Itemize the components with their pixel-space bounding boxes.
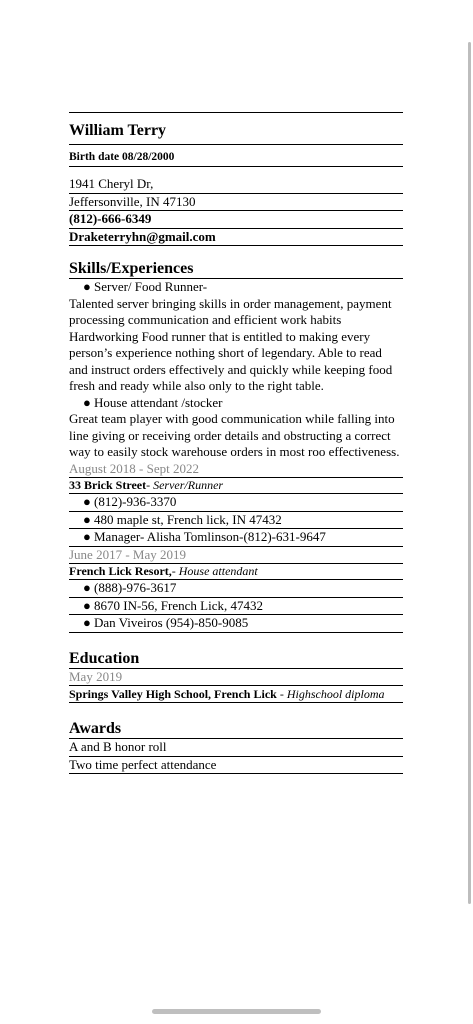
employer-name: 33 Brick Street (69, 478, 147, 492)
bullet-icon: ● (83, 279, 91, 294)
job-dates: June 2017 - May 2019 (69, 547, 403, 565)
job-detail: ● (888)-976-3617 (69, 580, 403, 598)
job-detail: ● Manager- Alisha Tomlinson-(812)-631-9647 (69, 529, 403, 547)
job-dates: August 2018 - Sept 2022 (69, 461, 403, 479)
skill-bullet-server: ● Server/ Food Runner- (83, 279, 208, 294)
skill-bullet-house-attendant: ● House attendant /stocker (83, 394, 223, 410)
bullet-icon: ● (83, 511, 91, 527)
home-indicator[interactable] (152, 1009, 321, 1014)
job-detail: ● 480 maple st, French lick, IN 47432 (69, 512, 403, 530)
bullet-icon: ● (83, 529, 91, 544)
education-date: May 2019 (69, 669, 403, 687)
award-item: Two time perfect attendance (69, 757, 403, 775)
bullet-icon: ● (83, 615, 91, 630)
degree-name: - Highschool diploma (276, 687, 385, 701)
job-position: - House attendant (171, 564, 258, 578)
employer-name: French Lick Resort, (69, 564, 172, 578)
food-runner-description: Hardworking Food runner that is entitled to making every person’s experience nothing short of legendary. Able to read and instruct orders effectively and quickly while keeping food fresh and ready while also only to the right table. (69, 328, 393, 393)
server-description: Talented server bringing skills in order management, payment processing communication and efficient work habits (69, 295, 392, 327)
bullet-icon: ● (83, 394, 91, 410)
school-name: Springs Valley High School, French Lick (69, 687, 277, 701)
job-detail: ● Dan Viveiros (954)-850-9085 (69, 615, 403, 633)
address-line-2: Jeffersonville, IN 47130 (69, 194, 403, 212)
bullet-icon: ● (83, 597, 91, 613)
job-title (69, 564, 403, 580)
resume-document (69, 112, 403, 774)
education-title (69, 686, 403, 703)
skills-heading: Skills/Experiences (69, 259, 403, 279)
education-heading: Education (69, 649, 403, 669)
bullet-icon: ● (83, 580, 91, 595)
job-detail: ● (812)-936-3370 (69, 494, 403, 512)
house-attendant-description: Great team player with good communication while falling into line giving or receiving order details and obstructing a correct way to easily stock warehouse orders in most roo effectiveness. (69, 411, 400, 459)
email-address[interactable]: Draketerryhn@gmail.com (69, 229, 403, 247)
job-position: - Server/Runner (146, 478, 224, 492)
birth-date: Birth date 08/28/2000 (69, 145, 403, 167)
scrollbar[interactable] (468, 42, 471, 904)
awards-heading: Awards (69, 719, 403, 739)
award-item: A and B honor roll (69, 739, 403, 757)
phone-number[interactable]: (812)-666-6349 (69, 211, 403, 229)
job-detail: ● 8670 IN-56, French Lick, 47432 (69, 598, 403, 616)
address-line-1: 1941 Cheryl Dr, (69, 176, 403, 194)
job-title (69, 478, 403, 494)
resume-name: William Terry (69, 113, 403, 145)
bullet-icon: ● (83, 494, 91, 509)
